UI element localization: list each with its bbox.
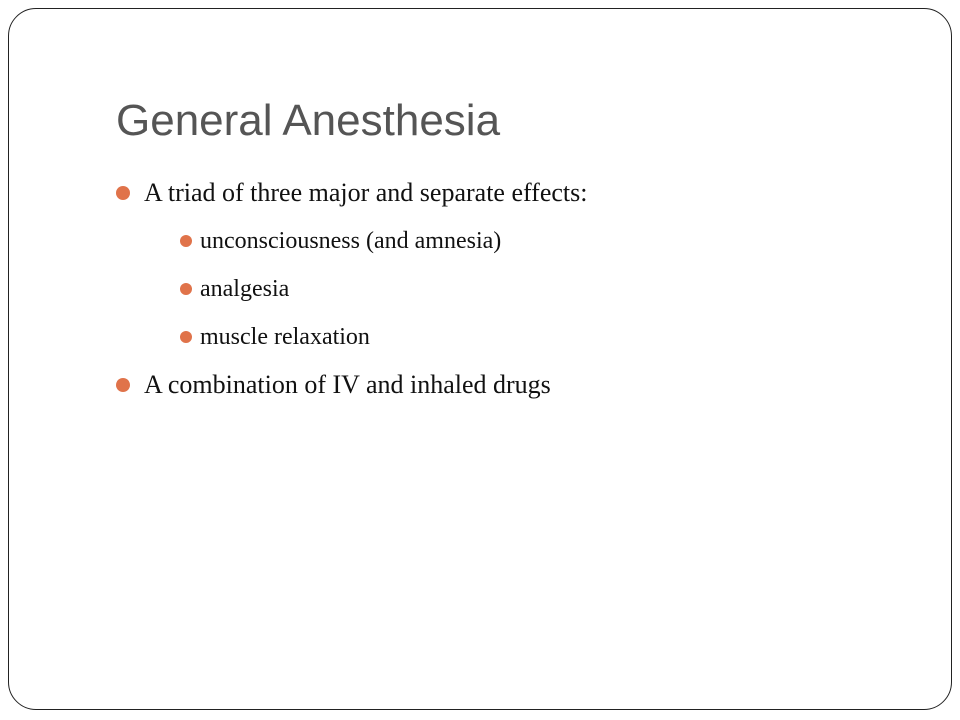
sub-bullet-item [144, 313, 588, 361]
bullet-dot-icon [180, 331, 192, 343]
bullet-dot-icon [180, 283, 192, 295]
bullet-item [116, 361, 588, 409]
bullet-dot-icon [116, 378, 130, 392]
bullet-dot-icon [180, 235, 192, 247]
slide-frame [8, 8, 952, 710]
bullet-list [116, 169, 588, 409]
bullet-dot-icon [116, 186, 130, 200]
sub-bullet-item [144, 217, 588, 265]
sub-bullet-list [144, 217, 588, 361]
bullet-item [116, 169, 588, 361]
slide-title: General Anesthesia [116, 96, 501, 145]
sub-bullet-text: muscle relaxation [200, 324, 370, 350]
sub-bullet-item [144, 265, 588, 313]
bullet-text: A combination of IV and inhaled drugs [144, 370, 551, 399]
bullet-text: A triad of three major and separate effects: [144, 178, 588, 207]
sub-bullet-text: analgesia [200, 276, 290, 302]
sub-bullet-text: unconsciousness (and amnesia) [200, 228, 502, 254]
